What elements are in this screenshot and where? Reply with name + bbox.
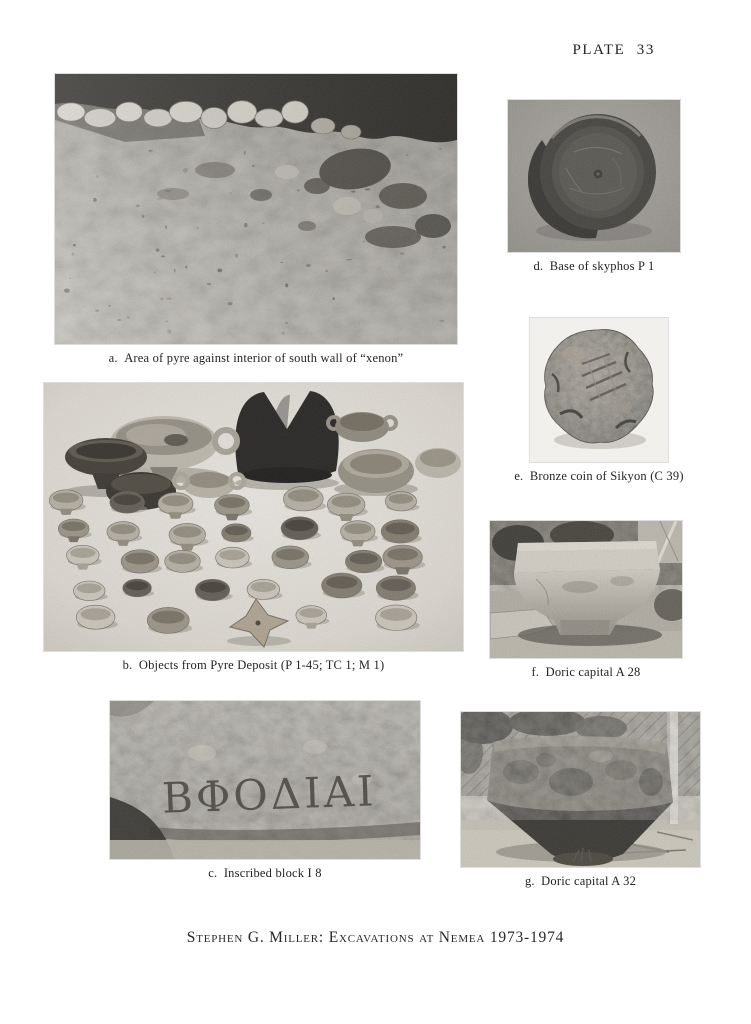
skyphos-base-photo bbox=[508, 100, 680, 252]
doric-capital-a28-photo bbox=[490, 521, 682, 658]
figure-g bbox=[461, 712, 700, 889]
figure-c bbox=[110, 701, 420, 881]
bronze-coin-photo bbox=[530, 318, 668, 462]
photo-inscribed-block bbox=[110, 701, 420, 859]
pyre-area-photo bbox=[55, 74, 457, 344]
inscribed-block-photo bbox=[110, 701, 420, 859]
figure-b bbox=[44, 383, 463, 673]
caption-g: g. Doric capital A 32 bbox=[524, 874, 637, 888]
pyre-objects-photo bbox=[44, 383, 463, 651]
photo-pyre-objects bbox=[44, 383, 463, 651]
photo-skyphos-base bbox=[508, 100, 680, 252]
photo-pyre-area bbox=[55, 74, 457, 344]
footer-credit: Stephen G. Miller: Excavations at Nemea 1973-1974 bbox=[186, 929, 565, 946]
photo-bronze-coin bbox=[530, 318, 668, 462]
caption-f: f. Doric capital A 28 bbox=[531, 665, 641, 679]
figure-f bbox=[490, 521, 682, 680]
caption-c: c. Inscribed block I 8 bbox=[208, 866, 322, 880]
caption-a: a. Area of pyre against interior of south wall of “xenon” bbox=[108, 351, 404, 365]
caption-e: e. Bronze coin of Sikyon (C 39) bbox=[514, 469, 684, 483]
plate-number: PLATE 33 bbox=[572, 42, 655, 58]
figure-a bbox=[55, 74, 457, 366]
caption-b: b. Objects from Pyre Deposit (P 1-45; TC 1; M 1) bbox=[122, 658, 385, 672]
figure-e bbox=[514, 318, 684, 484]
photo-doric-capital-a28 bbox=[490, 521, 682, 658]
caption-d: d. Base of skyphos P 1 bbox=[533, 259, 655, 273]
figure-d bbox=[508, 100, 680, 274]
photo-doric-capital-a32 bbox=[461, 712, 700, 867]
doric-capital-a32-photo bbox=[461, 712, 700, 867]
